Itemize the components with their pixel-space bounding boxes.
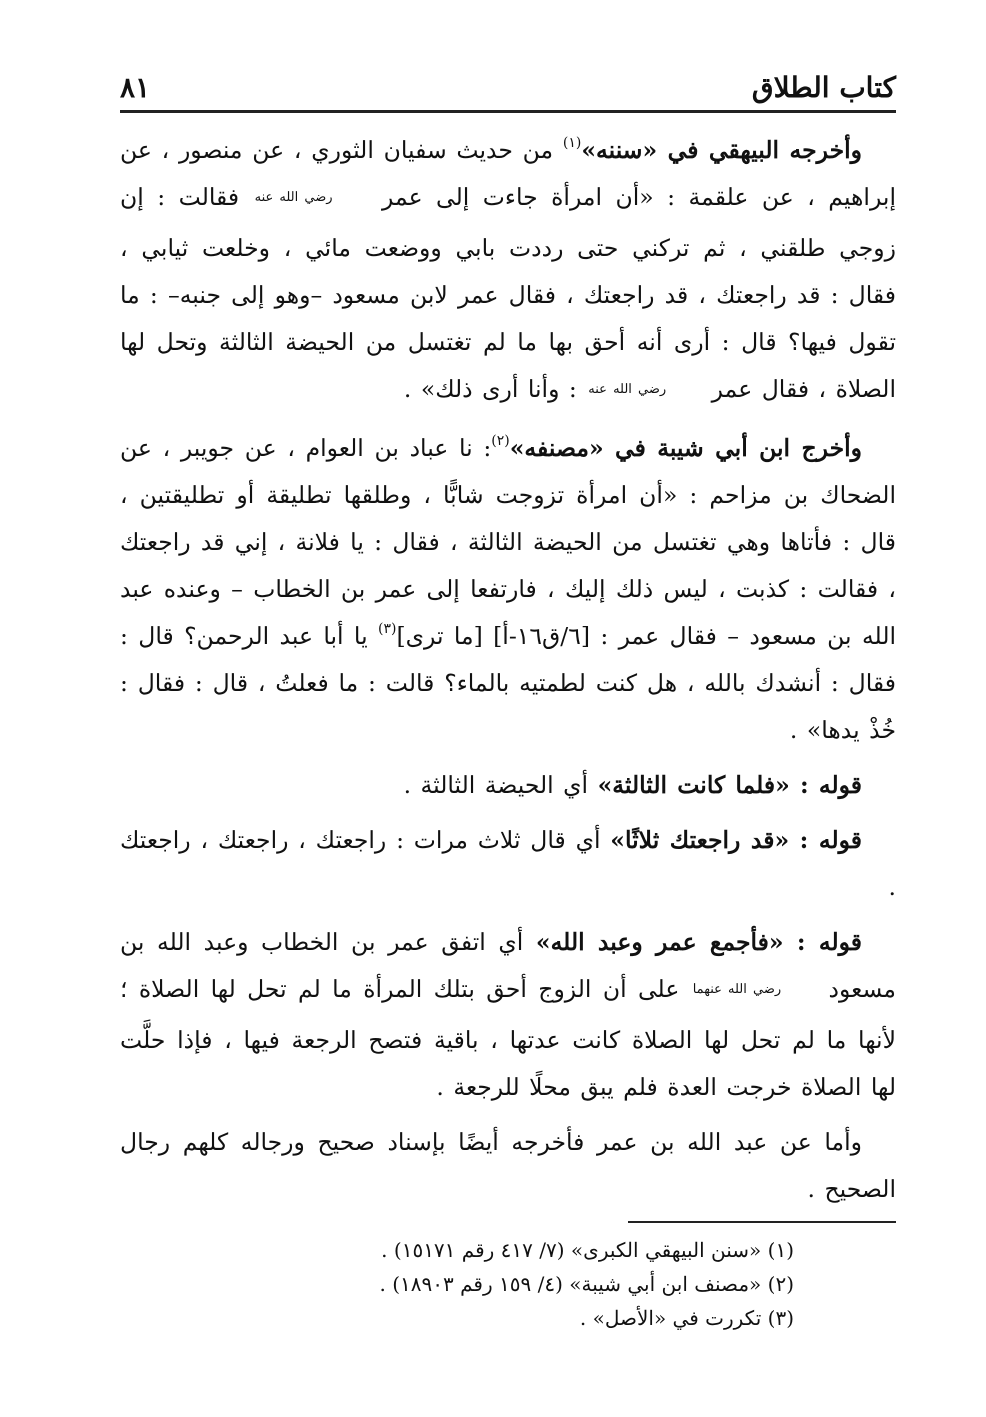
footnote-3: (٣) تكررت في «الأصل» .	[579, 1306, 794, 1330]
honorific-glyph: رضي الله عنه	[588, 382, 667, 397]
footnote-separator	[628, 1221, 896, 1223]
paragraph-text: فقالت : إن زوجي طلقني ، ثم تركني حتى رددت بابي ووضعت مائي ، وخلعت ثيابي ، فقال : قد راجعتك ، قد راجعتك ، فقال عمر لابن مسعود –وهو إلى جنبه– : ما تقول فيها؟ قال : أرى أنه أحق بها ما لم تغتسل من الحيضة الثالثة وتحل لها الصلاة ، فقال عمر	[120, 183, 896, 403]
footnote-ref-1: (١)	[562, 135, 582, 152]
footnotes	[120, 1233, 896, 1335]
running-header	[120, 58, 896, 110]
paragraph-text: : نا عباد بن العوام ، عن جويبر ، عن الضحاك بن مزاحم : «أن امرأة تزوجت شابًّا ، وطلقها تطليقة أو تطليقتين ، قال : فأتاها وهي تغتسل من الحيضة الثالثة ، فقال : يا فلانة ، إني قد راجعتك ، فقالت : كذبت ، ليس ذلك إليك ، فارتفعا إلى عمر بن الخطاب – وعنده عبد الله بن مسعود – فقال عمر : [٦/ق١٦-أ] [ما ترى]	[120, 434, 897, 650]
bold-lead: قوله : «قد راجعتك ثلاثًا»	[610, 826, 862, 854]
paragraph-bayhaqi	[120, 127, 896, 417]
bold-lead: وأخرج ابن أبي شيبة في «مصنفه»	[509, 434, 862, 462]
book-page	[120, 58, 896, 1378]
honorific-glyph: رضي الله عنهما	[692, 982, 782, 997]
paragraph-text: أي قال ثلاث مرات : راجعتك ، راجعتك ، راجعتك .	[120, 826, 896, 901]
page-number: ٨١	[120, 71, 151, 104]
paragraph-comment-2	[120, 817, 896, 911]
paragraph-text: أي الحيضة الثالثة .	[403, 771, 598, 799]
paragraph-text: أي اتفق عمر بن الخطاب وعبد الله بن مسعود	[120, 928, 896, 1003]
paragraph-text: من حديث سفيان الثوري ، عن منصور ، عن إبراهيم ، عن علقمة : «أن امرأة جاءت إلى عمر	[120, 136, 896, 211]
paragraph-text: يا أبا عبد الرحمن؟ قال : فقال : أنشدك بالله ، هل كنت لطمتيه بالماء؟ قالت : ما فعلتُ ، قال : فقال : خُذْ يدها» .	[120, 622, 896, 744]
bold-lead: قوله : «فلما كانت الثالثة»	[597, 771, 862, 799]
paragraph-ibn-umar	[120, 1119, 896, 1213]
paragraph-text: : وأنا أرى ذلك» .	[403, 375, 587, 403]
honorific-glyph: رضي الله عنه	[254, 190, 333, 205]
footnote-2: (٢) «مصنف ابن أبي شيبة» (٤/ ١٥٩ رقم ١٨٩٠٣) .	[379, 1272, 794, 1296]
paragraph-text: وأما عن عبد الله بن عمر فأخرجه أيضًا بإسناد صحيح ورجاله كلهم رجال الصحيح .	[120, 1128, 896, 1203]
chapter-title: كتاب الطلاق	[751, 71, 896, 104]
footnote-ref-3: (٣)	[377, 621, 397, 638]
bold-lead: قوله : «فأجمع عمر وعبد الله»	[535, 928, 862, 956]
main-text	[120, 127, 896, 1213]
bold-lead: وأخرجه البيهقي في «سننه»	[581, 136, 862, 164]
header-rule	[120, 110, 896, 113]
paragraph-comment-3	[120, 919, 896, 1111]
footnote-1: (١) «سنن البيهقي الكبرى» (٧/ ٤١٧ رقم ١٥١٧١) .	[381, 1238, 794, 1262]
paragraph-ibn-abi-shayba	[120, 425, 896, 754]
paragraph-comment-1	[120, 762, 896, 809]
footnote-ref-2: (٢)	[491, 433, 510, 450]
paragraph-text: على أن الزوج أحق بتلك المرأة ما لم تحل لها الصلاة ؛ لأنها ما لم تحل لها الصلاة كانت عدتها ، باقية فتصح الرجعة فيها ، فإذا حلَّت لها الصلاة خرجت العدة فلم يبق محلًا للرجعة .	[120, 975, 896, 1101]
